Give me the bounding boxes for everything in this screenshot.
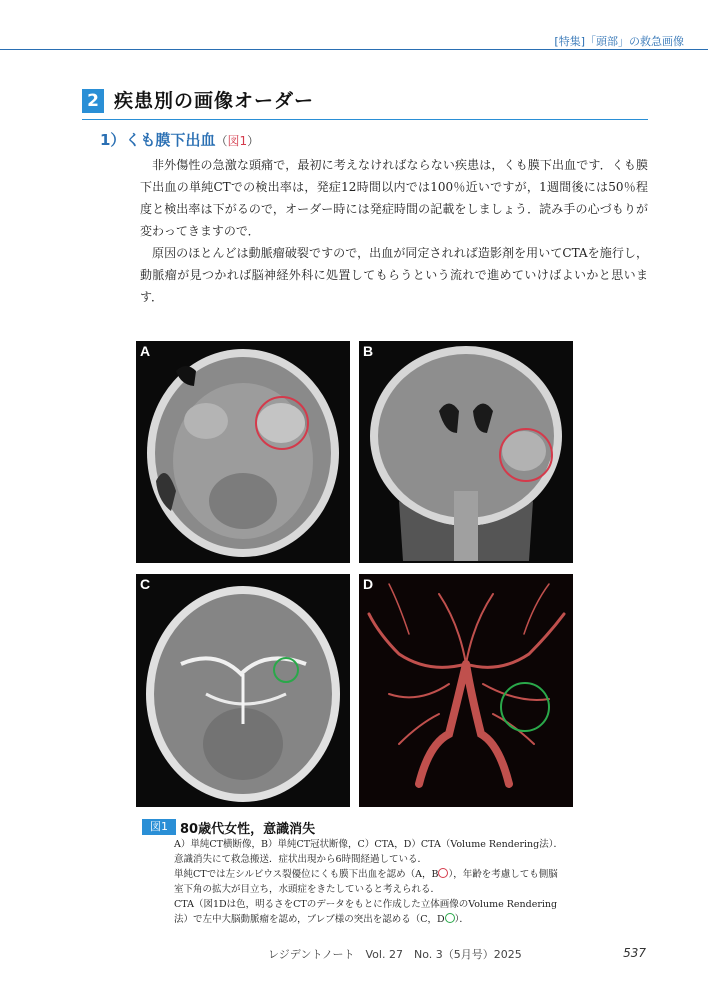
subsection-ref-close: ） — [247, 134, 260, 148]
running-header — [0, 28, 708, 50]
header-title: [特集]「頭部」の救急画像 — [554, 35, 684, 48]
section-number: 2 — [82, 89, 104, 113]
green-circle-icon — [445, 913, 455, 923]
panel-d-volume-rendering — [359, 574, 573, 807]
page-footer — [0, 946, 708, 966]
caption-line: 単純CTでは左シルビウス裂優位にくも膜下出血を認め（A，B ），年齢を考慮しても側脳 — [174, 869, 558, 880]
panel-b-letter: B — [363, 343, 374, 359]
caption-line: CTA（図1Dは色，明るさをCTのデータをもとに作成した立体画像のVolume Rendering — [174, 899, 558, 910]
figure-reference-link[interactable]: 図1 — [227, 134, 248, 148]
cta-image — [136, 574, 350, 807]
red-circle-icon — [438, 868, 448, 878]
caption-label: 図1 — [142, 819, 176, 835]
panel-a-ct-axial — [136, 341, 350, 563]
paragraph-1: 非外傷性の急激な頭痛で，最初に考えなければならない疾患は，くも膜下出血です．くも膜下出血の単純CTでの検出率は，発症12時間以内では100％近いですが，1週間後には50％程度と検出率は下がるので，オーダー時には発症時間の記載をしましょう．読み手の心づもりが変わってきますので． — [140, 158, 648, 238]
section-rule — [82, 119, 648, 120]
panel-c-cta — [136, 574, 350, 807]
subsection-ref-open: （ — [215, 134, 228, 148]
ct-coronal-image — [359, 341, 573, 563]
panel-c-letter: C — [140, 576, 151, 592]
caption-title: 80歳代女性，意識消失 — [180, 822, 316, 837]
section-heading — [82, 89, 648, 119]
figure-1 — [136, 341, 573, 809]
section-title: 疾患別の画像オーダー — [114, 90, 315, 112]
panel-d-letter: D — [363, 576, 374, 592]
caption-line: 意識消失にて救急搬送．症状出現から6時間経過している． — [174, 854, 428, 865]
journal-info: レジデントノート Vol. 27 No. 3（5月号）2025 — [268, 948, 522, 961]
green-circle-marker — [501, 683, 549, 731]
paragraph-2: 原因のほとんどは動脈瘤破裂ですので，出血が同定されれば造影剤を用いてCTAを施行し，動脈瘤が見つかれば脳神経外科に処置してもらうという流れで進めていけばよいかと思います． — [140, 246, 648, 304]
header-rule — [0, 49, 708, 50]
volume-rendering-image — [359, 574, 573, 807]
caption-line: 法）で左中大脳動脈瘤を認め，ブレブ様の突出を認める（C，D ）． — [174, 914, 469, 925]
panel-b-ct-coronal — [359, 341, 573, 563]
page-number: 537 — [623, 946, 646, 960]
ct-axial-image — [136, 341, 350, 563]
panel-a-letter: A — [140, 343, 151, 359]
caption-line: A）単純CT横断像，B）単純CT冠状断像，C）CTA，D）CTA（Volume Rendering法）． — [174, 839, 563, 850]
subsection-heading — [100, 130, 259, 151]
subsection-title: 1）くも膜下出血 — [100, 131, 216, 149]
caption-line: 室下角の拡大が目立ち，水頭症をきたしていると考えられる． — [174, 884, 441, 895]
caption-body — [174, 837, 614, 927]
